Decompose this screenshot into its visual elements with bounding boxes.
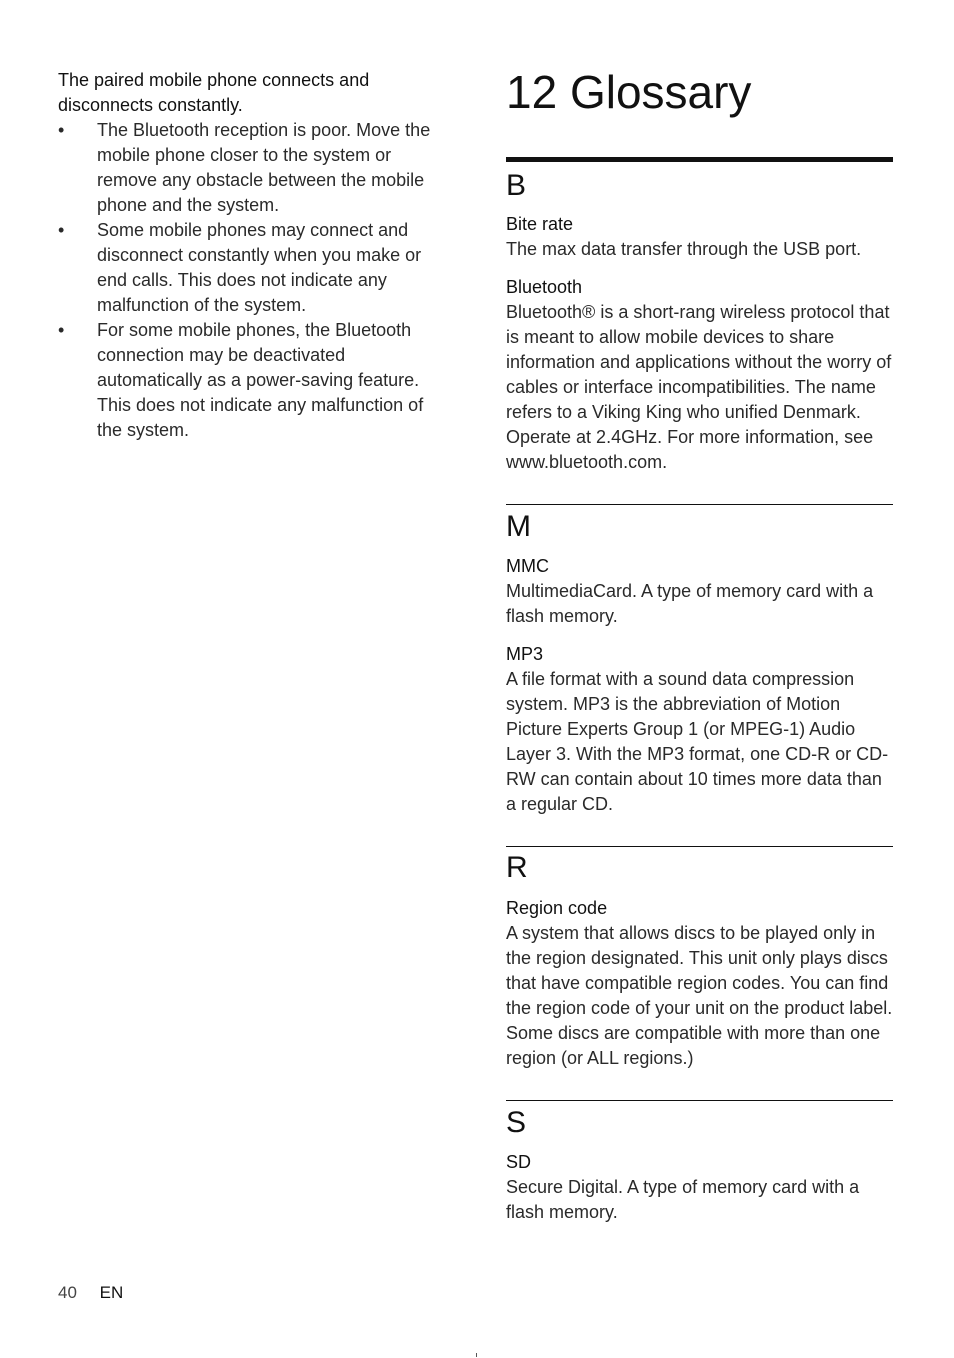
section-letter-s: S <box>506 1106 527 1139</box>
glossary-definition-region-code: A system that allows discs to be played only in the region designated. This unit only plays discs that have compatible region codes. You can find the region code of your unit on the product label. Some discs are compatible with more than one region (or ALL regions.) <box>506 923 893 1068</box>
glossary-definition-mmc: MultimediaCard. A type of memory card with a flash memory. <box>506 581 874 626</box>
glossary-definition-bite-rate: The max data transfer through the USB port. <box>506 239 862 259</box>
page-number: 40 <box>58 1283 77 1302</box>
section-rule <box>506 1100 893 1101</box>
glossary-term-bite-rate: Bite rate <box>506 214 574 234</box>
glossary-term-sd: SD <box>506 1152 532 1172</box>
section-letter-m: M <box>506 510 531 543</box>
glossary-term-bluetooth: Bluetooth <box>506 277 583 297</box>
troubleshooting-column <box>58 68 448 443</box>
issue-title: The paired mobile phone connects and disconnects constantly. <box>58 70 370 115</box>
glossary-term-mmc: MMC <box>506 556 549 576</box>
language-code: EN <box>99 1283 124 1302</box>
glossary-term-mp3: MP3 <box>506 644 544 664</box>
page-footer <box>58 1281 123 1305</box>
crop-mark <box>476 1353 477 1357</box>
glossary-definition-sd: Secure Digital. A type of memory card with a flash memory. <box>506 1177 860 1222</box>
bullet-text: Some mobile phones may connect and disconnect constantly when you make or end calls. This does not indicate any malfunction of the system. <box>97 220 422 315</box>
glossary-term-region-code: Region code <box>506 898 608 918</box>
section-rule <box>506 504 893 505</box>
bullet-dot-icon: • <box>58 320 65 340</box>
glossary-definition-mp3: A file format with a sound data compression system. MP3 is the abbreviation of Motion Picture Experts Group 1 (or MPEG-1) Audio Layer 3. With the MP3 format, one CD-R or CD-RW can contain about 10 times more data than a regular CD. <box>506 669 889 814</box>
issue-bullet-list <box>58 118 448 443</box>
bullet-text: The Bluetooth reception is poor. Move the mobile phone closer to the system or remove any obstacle between the mobile phone and the system. <box>97 120 431 215</box>
section-letter-b: B <box>506 169 527 202</box>
bullet-text: For some mobile phones, the Bluetooth connection may be deactivated automatically as a power-saving feature. This does not indicate any malfunction of the system. <box>97 320 424 440</box>
section-rule <box>506 846 893 847</box>
bullet-item <box>58 118 448 218</box>
bullet-item <box>58 318 448 443</box>
bullet-item <box>58 218 448 318</box>
chapter-rule <box>506 157 893 162</box>
section-letter-r: R <box>506 851 528 884</box>
chapter-title: 12 Glossary <box>506 66 752 118</box>
bullet-dot-icon: • <box>58 220 65 240</box>
glossary-definition-bluetooth: Bluetooth® is a short-rang wireless protocol that is meant to allow mobile devices to share information and applications without the worry of cables or interface incompatibilities. The name refers to a Viking King who unified Denmark. Operate at 2.4GHz. For more information, see www.bluetooth.com. <box>506 302 892 472</box>
bullet-dot-icon: • <box>58 120 65 140</box>
